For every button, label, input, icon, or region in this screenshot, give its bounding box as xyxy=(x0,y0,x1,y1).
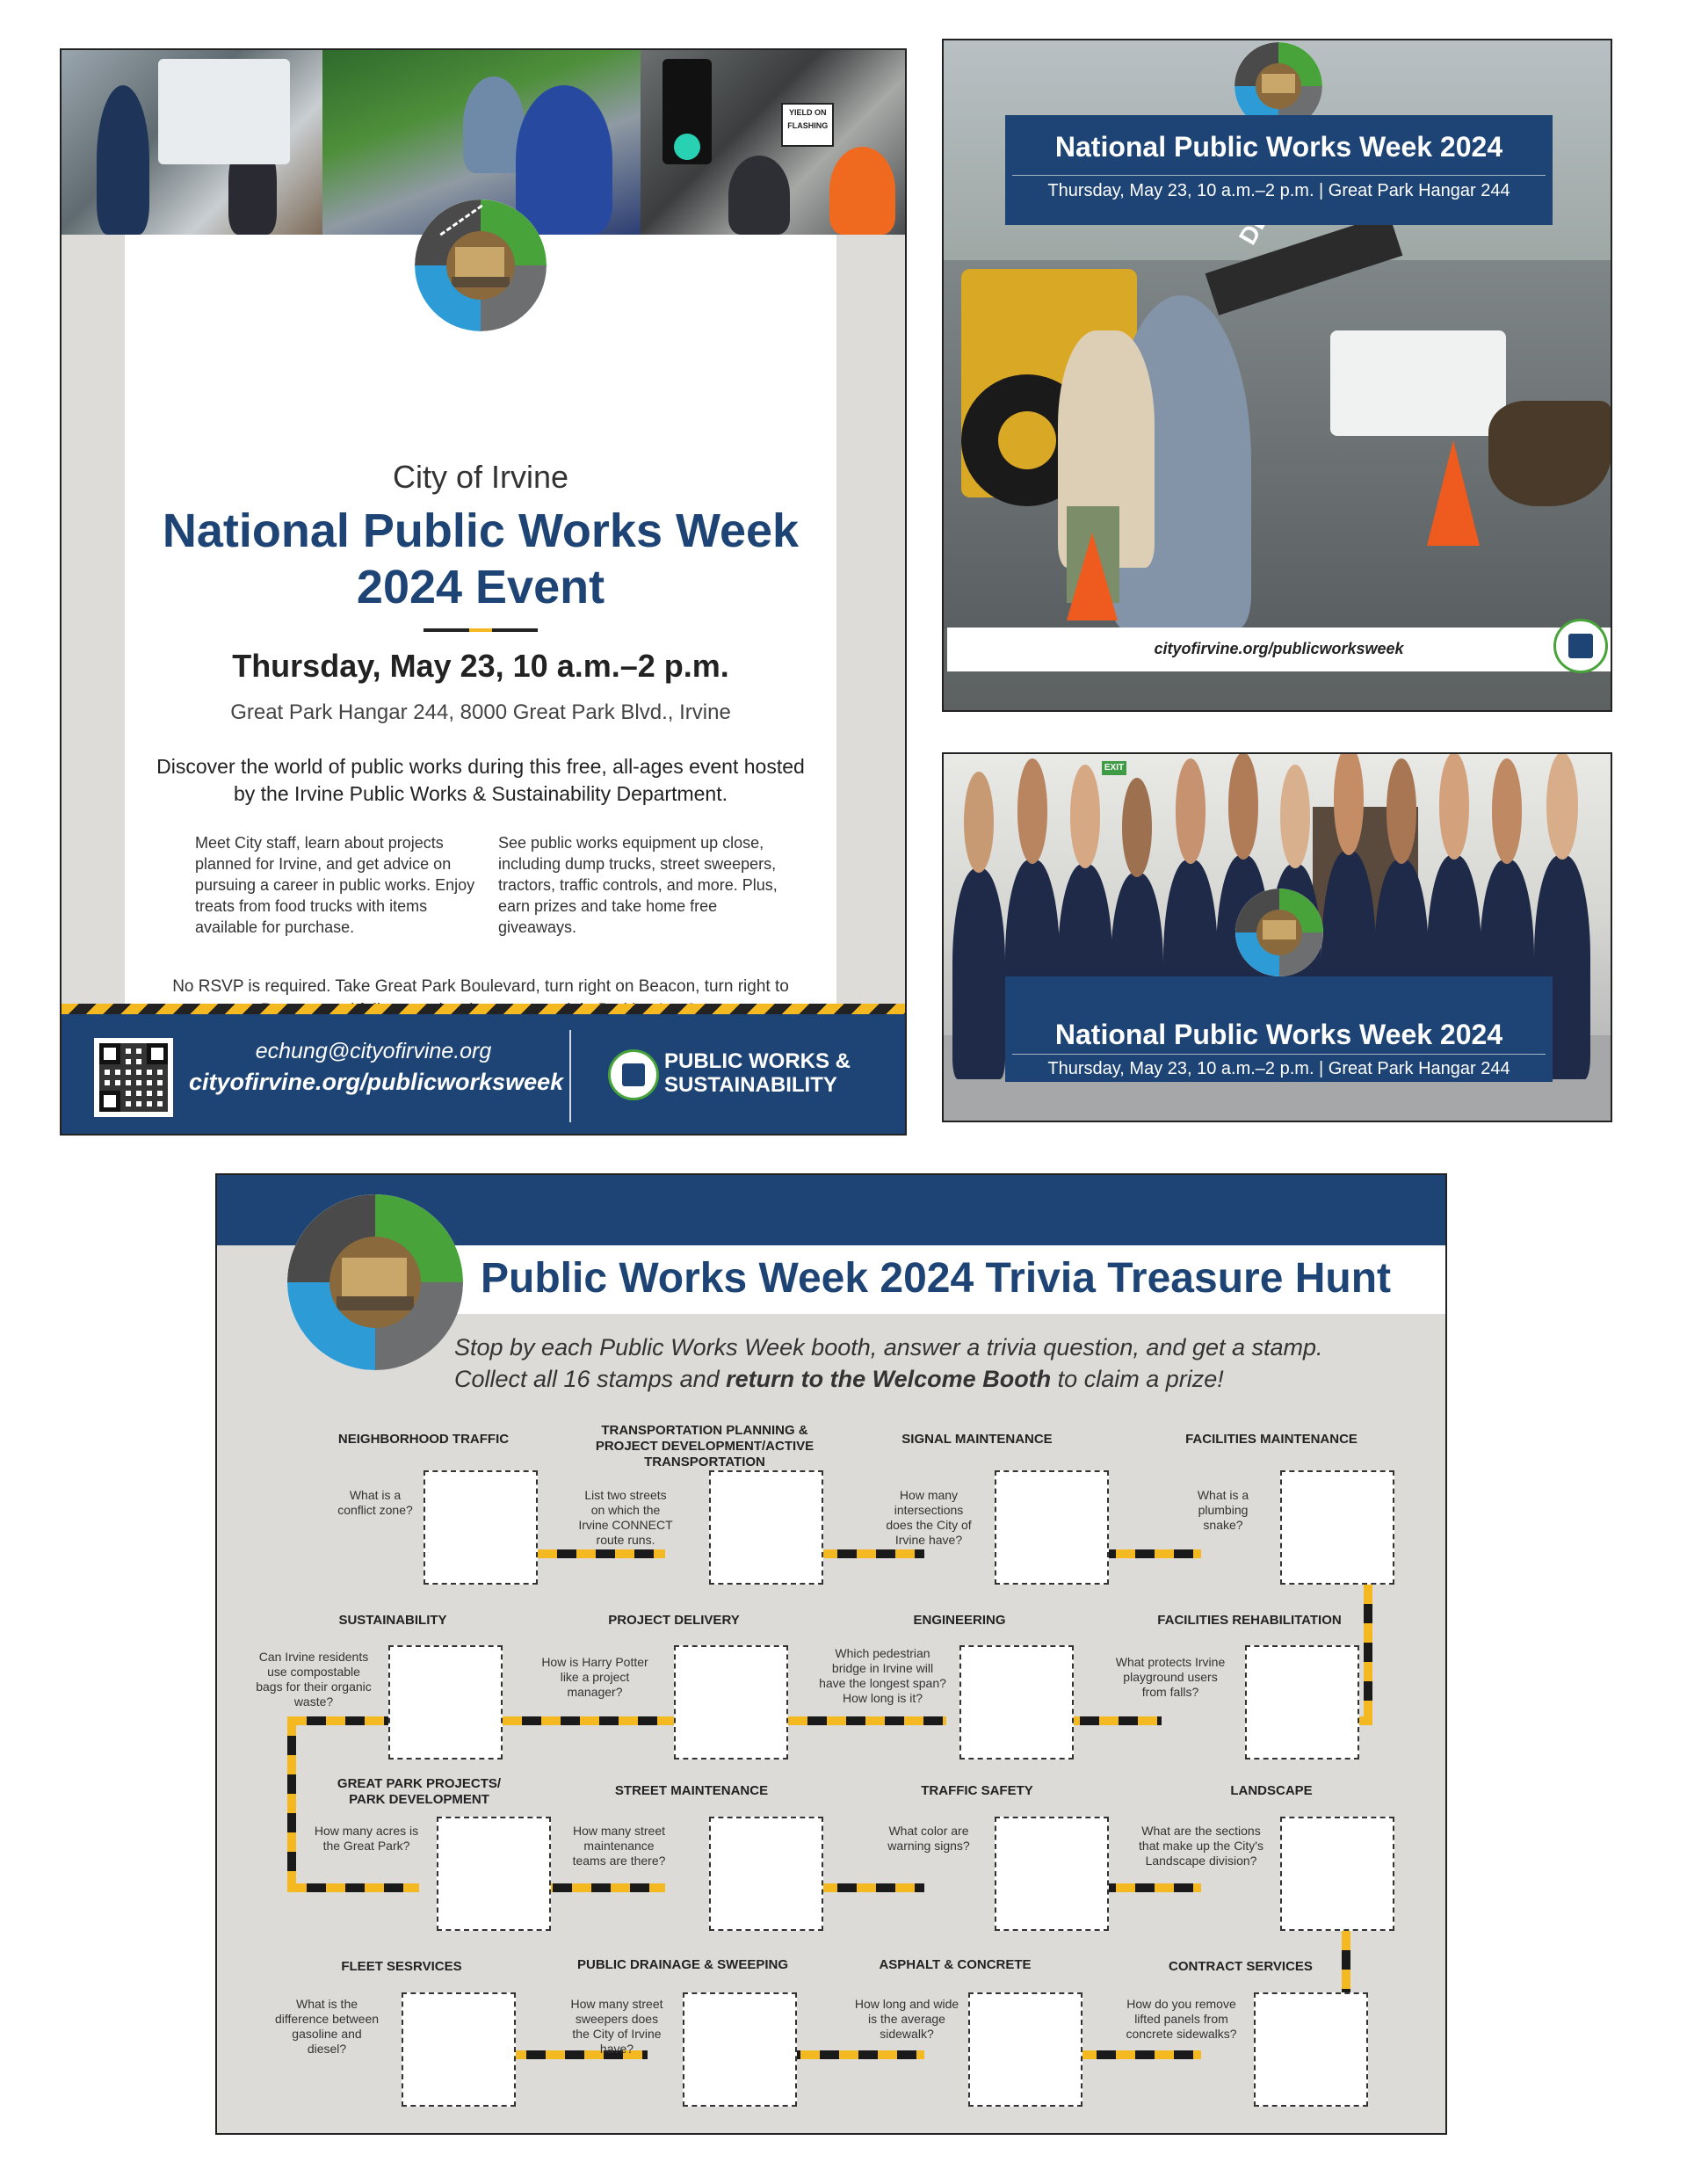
intro-emphasis: return to the Welcome Booth xyxy=(726,1366,1052,1392)
intro-part-c: to claim a prize! xyxy=(1051,1366,1224,1392)
booth-label: ASPHALT & CONCRETE xyxy=(879,1957,1032,1972)
flyer-title-line2: 2024 Event xyxy=(356,561,605,613)
square-ad-banner xyxy=(1005,115,1553,225)
path-segment xyxy=(1364,1585,1372,1725)
booth-question: Which pedestrian bridge in Irvine will have the longest span? How long is it? xyxy=(819,1646,946,1705)
trivia-instructions xyxy=(454,1331,1421,1395)
wide-ad-title: National Public Works Week 2024 xyxy=(1054,1019,1503,1050)
booth-label: GREAT PARK PROJECTS/ PARK DEVELOPMENT xyxy=(337,1776,502,1807)
stamp-box[interactable] xyxy=(1254,1992,1368,2107)
booth-question: How long and wide is the average sidewalk? xyxy=(854,1997,959,2041)
path-segment xyxy=(788,1716,946,1725)
booth-question: What is a conflict zone? xyxy=(337,1488,413,1517)
flyer-column-left: Meet City staff, learn about projects planned for Irvine, and get advice on pursuing a career in public works. Enjoy treats from food trucks with items available for purchase. xyxy=(195,834,475,936)
square-ad-url[interactable]: cityofirvine.org/publicworksweek xyxy=(1154,640,1404,657)
path-segment xyxy=(287,1716,388,1725)
path-segment xyxy=(287,1716,296,1892)
wide-social-ad xyxy=(942,752,1612,1122)
booth-question: How many acres is the Great Park? xyxy=(314,1824,419,1853)
stamp-box[interactable] xyxy=(402,1992,516,2107)
stamp-box[interactable] xyxy=(959,1645,1074,1760)
stamp-box[interactable] xyxy=(995,1470,1109,1585)
booth-question: What is the difference between gasoline and diesel? xyxy=(274,1997,380,2056)
booth-question: What are the sections that make up the City's Landscape division? xyxy=(1139,1824,1263,1868)
booth-question: What is a plumbing snake? xyxy=(1197,1488,1249,1532)
hazard-stripe xyxy=(62,1004,905,1014)
booth-label: FACILITIES MAINTENANCE xyxy=(1185,1432,1358,1447)
intro-part-a: Collect all 16 stamps and xyxy=(454,1366,727,1392)
city-seal-icon xyxy=(608,1049,659,1100)
website-link[interactable]: cityofirvine.org/publicworksweek xyxy=(189,1069,564,1095)
trivia-instructions-line1: Stop by each Public Works Week booth, answer a trivia question, and get a stamp. xyxy=(454,1334,1323,1360)
booth-label: SIGNAL MAINTENANCE xyxy=(901,1432,1053,1447)
square-ad-url-bar xyxy=(947,628,1611,671)
booth-label: CONTRACT SERVICES xyxy=(1169,1959,1313,1974)
stamp-box[interactable] xyxy=(1280,1470,1394,1585)
footer-divider xyxy=(569,1030,571,1122)
flyer-title xyxy=(125,503,836,615)
stamp-box[interactable] xyxy=(1245,1645,1359,1760)
trivia-instructions-line2 xyxy=(454,1363,1421,1395)
booth-label: TRANSPORTATION PLANNING & PROJECT DEVELOPMENT/ACTIVE TRANSPORTATION xyxy=(595,1423,815,1469)
flyer-title-line1: National Public Works Week xyxy=(162,504,800,557)
path-segment xyxy=(1061,1716,1162,1725)
booth-label: TRAFFIC SAFETY xyxy=(921,1783,1033,1798)
flyer-rsvp: No RSVP is required. Take Great Park Boulevard, turn right on Beacon, turn right to xyxy=(172,977,789,996)
booth-label: FACILITIES REHABILITATION xyxy=(1157,1613,1342,1628)
booth-label: ENGINEERING xyxy=(913,1613,1006,1628)
path-segment xyxy=(533,1883,665,1892)
contact-email-link[interactable]: echung@cityofirvine.org xyxy=(255,1039,492,1063)
booth-question: List two streets on which the Irvine CONNECT route runs. xyxy=(578,1488,673,1547)
stamp-box[interactable] xyxy=(424,1470,538,1585)
flyer-city: City of Irvine xyxy=(392,459,569,495)
booth-label: PUBLIC DRAINAGE & SWEEPING xyxy=(576,1957,788,1972)
exit-sign: EXIT xyxy=(1102,761,1126,775)
department-name xyxy=(664,1049,851,1097)
path-segment xyxy=(287,1883,419,1892)
event-flyer xyxy=(60,48,907,1136)
booth-question: How many street sweepers does the City of Irvine have? xyxy=(570,1997,663,2056)
trivia-title-bar xyxy=(437,1245,1447,1314)
flyer-content-card xyxy=(125,235,836,1004)
square-ad-title: National Public Works Week 2024 xyxy=(1054,131,1503,163)
booth-label: FLEET SESRVICES xyxy=(341,1959,462,1974)
booth-question: How do you remove lifted panels from concrete sidewalks? xyxy=(1126,1997,1237,2041)
public-works-logo-icon xyxy=(1235,889,1323,976)
stamp-box[interactable] xyxy=(388,1645,503,1760)
stamp-box[interactable] xyxy=(674,1645,788,1760)
flyer-footer xyxy=(62,1014,905,1136)
flyer-location: Great Park Hangar 244, 8000 Great Park Blvd., Irvine xyxy=(230,700,731,724)
department-name-line1: PUBLIC WORKS & xyxy=(664,1049,851,1073)
department-name-line2: SUSTAINABILITY xyxy=(664,1073,837,1097)
stamp-box[interactable] xyxy=(995,1817,1109,1931)
wide-ad-banner xyxy=(1005,976,1553,1082)
wide-ad-subtitle: Thursday, May 23, 10 a.m.–2 p.m. | Great Park Hangar 244 xyxy=(1047,1059,1510,1078)
stamp-box[interactable] xyxy=(709,1470,823,1585)
title-divider xyxy=(424,628,538,632)
stamp-box[interactable] xyxy=(683,1992,797,2107)
photo-traffic-signal xyxy=(641,50,905,235)
trivia-treasure-hunt-sheet xyxy=(215,1173,1447,2135)
path-segment xyxy=(503,1716,674,1725)
public-works-logo-icon xyxy=(287,1194,463,1370)
stamp-box[interactable] xyxy=(968,1992,1082,2107)
public-works-logo-icon xyxy=(415,200,547,331)
square-ad-subtitle: Thursday, May 23, 10 a.m.–2 p.m. | Great Park Hangar 244 xyxy=(1047,181,1510,200)
booth-label: STREET MAINTENANCE xyxy=(614,1783,769,1798)
stamp-box[interactable] xyxy=(437,1817,551,1931)
stamp-box[interactable] xyxy=(709,1817,823,1931)
booth-question: How is Harry Potter like a project manager? xyxy=(541,1655,648,1699)
booth-question: How many street maintenance teams are there? xyxy=(572,1824,666,1868)
flyer-column-right: See public works equipment up close, including dump trucks, street sweepers, tractors, traffic controls, and more. Plus, earn prizes and take home free giveaways. xyxy=(498,834,778,936)
booth-question: How many intersections does the City of Irvine have? xyxy=(886,1488,972,1547)
flyer-date: Thursday, May 23, 10 a.m.–2 p.m. xyxy=(232,648,729,684)
trivia-title: Public Works Week 2024 Trivia Treasure Hunt xyxy=(481,1255,1392,1302)
booth-label: SUSTAINABILITY xyxy=(338,1613,447,1628)
yield-sign: YIELD ON FLASHING xyxy=(781,103,834,147)
booth-question: Can Irvine residents use compostable bags for their organic waste? xyxy=(256,1650,372,1709)
flyer-intro: Discover the world of public works during this free, all-ages event hosted by the Irvine Public Works & Sustainability Department. xyxy=(156,755,805,805)
path-segment xyxy=(538,1549,665,1558)
booth-label: NEIGHBORHOOD TRAFFIC xyxy=(337,1432,510,1447)
booth-label: LANDSCAPE xyxy=(1230,1783,1313,1798)
qr-code-icon[interactable] xyxy=(94,1038,173,1117)
stamp-box[interactable] xyxy=(1280,1817,1394,1931)
booth-label: PROJECT DELIVERY xyxy=(608,1613,740,1628)
city-seal-icon xyxy=(1553,619,1608,673)
booth-question: What color are warning signs? xyxy=(887,1824,970,1853)
booth-question: What protects Irvine playground users from falls? xyxy=(1115,1655,1226,1699)
square-social-ad xyxy=(942,39,1612,712)
photo-garbage-truck xyxy=(62,50,322,235)
